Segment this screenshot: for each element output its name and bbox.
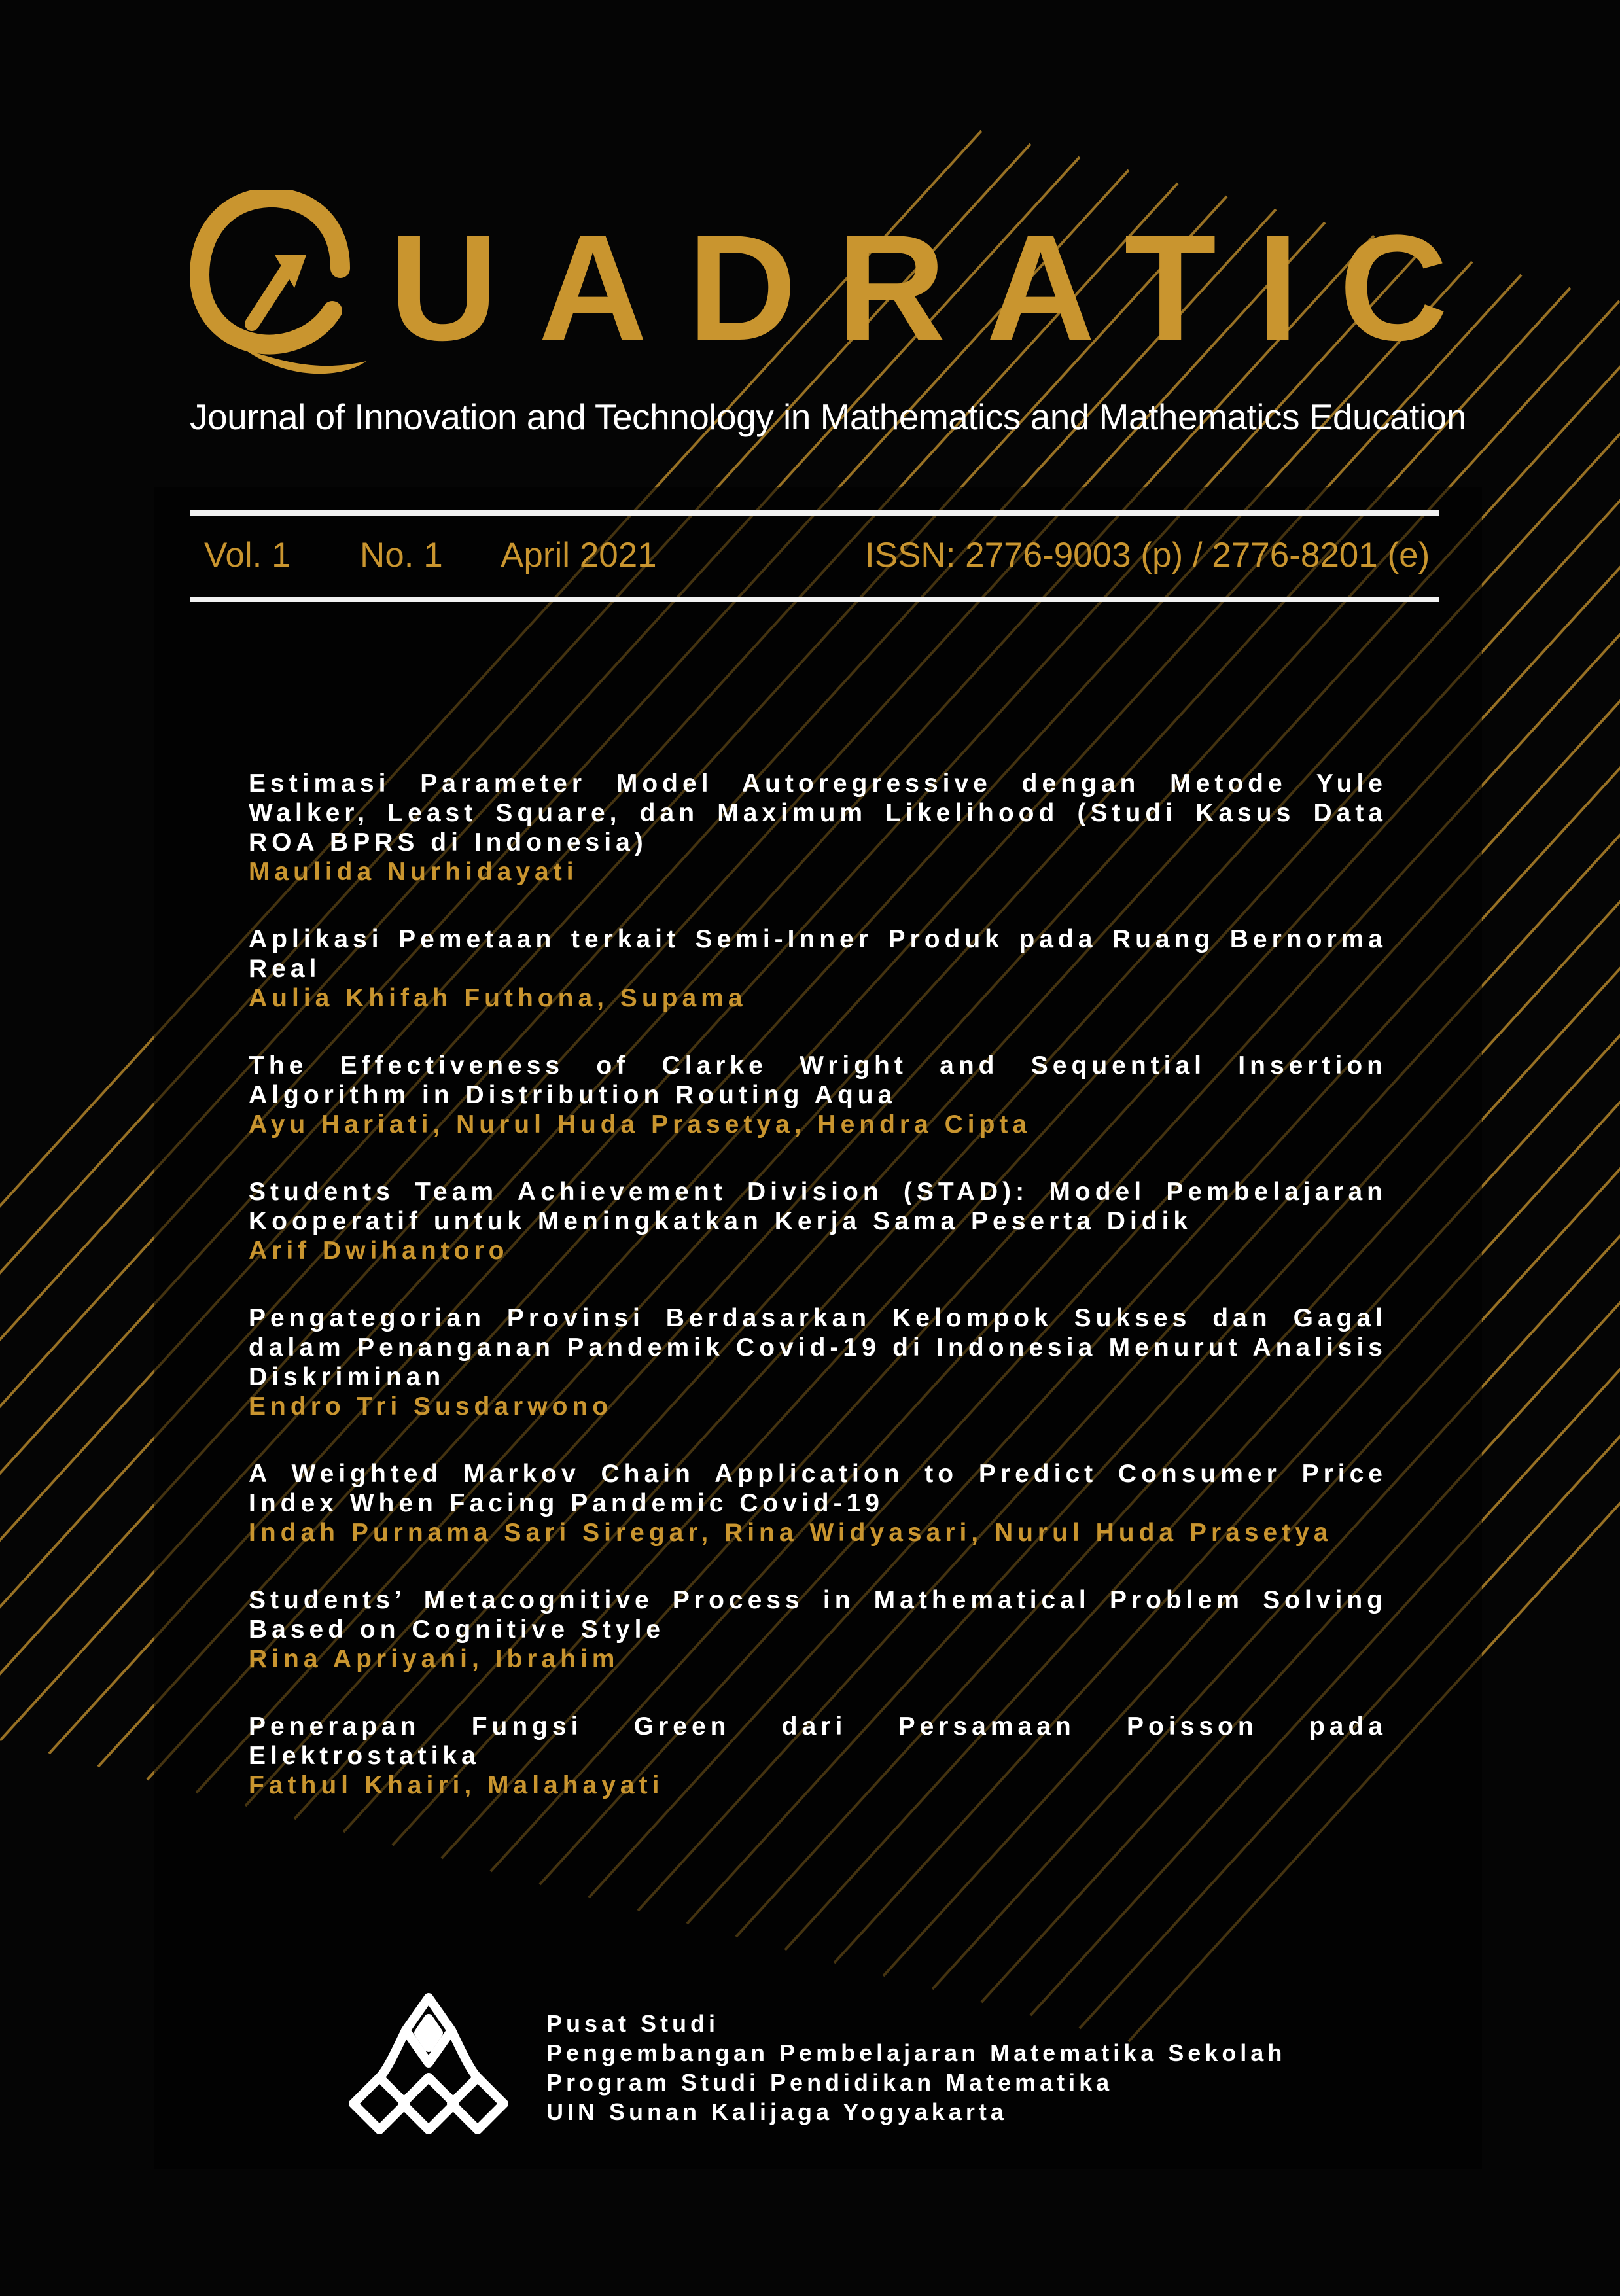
publisher-line: UIN Sunan Kalijaga Yogyakarta — [546, 2098, 1008, 2125]
article-authors: Arif Dwihantoro — [249, 1237, 509, 1265]
article-title: Aplikasi Pemetaan terkait Semi-Inner Produk pada Ruang Bernorma Real — [249, 925, 1387, 983]
list-item — [249, 1712, 1387, 1800]
article-title: Students’ Metacognitive Process in Mathematical Problem Solving Based on Cognitive Style — [249, 1586, 1387, 1644]
article-authors: Fathul Khairi, Malahayati — [249, 1771, 664, 1799]
article-title: Students Team Achievement Division (STAD): Model Pembelajaran Kooperatif untuk Meningkatkan Kerja Sama Peserta Didik — [249, 1178, 1387, 1235]
issue-date: April 2021 — [501, 536, 657, 574]
divider-bottom — [190, 597, 1439, 602]
list-item — [249, 1051, 1387, 1139]
article-title: A Weighted Markov Chain Application to Predict Consumer Price Index When Facing Pandemic Covid-19 — [249, 1460, 1387, 1517]
article-list — [249, 769, 1387, 1838]
publisher-line: Pusat Studi — [546, 2010, 720, 2037]
issue-volume: Vol. 1 — [204, 536, 291, 574]
article-authors: Ayu Hariati, Nurul Huda Prasetya, Hendra Cipta — [249, 1110, 1032, 1139]
article-authors: Rina Apriyani, Ibrahim — [249, 1645, 620, 1673]
list-item — [249, 769, 1387, 887]
list-item — [249, 1585, 1387, 1674]
article-title: Estimasi Parameter Model Autoregressive dengan Metode Yule Walker, Least Square, dan Maximum Likelihood (Studi Kasus Data ROA BPRS di Indonesia) — [249, 769, 1387, 857]
article-authors: Aulia Khifah Futhona, Supama — [249, 984, 747, 1012]
list-item — [249, 925, 1387, 1013]
article-authors: Indah Purnama Sari Siregar, Rina Widyasari, Nurul Huda Prasetya — [249, 1519, 1333, 1547]
article-title: Pengategorian Provinsi Berdasarkan Kelompok Sukses dan Gagal dalam Penanganan Pandemik Covid-19 di Indonesia Menurut Analisis Diskriminan — [249, 1304, 1387, 1391]
article-authors: Maulida Nurhidayati — [249, 858, 578, 886]
article-authors: Endro Tri Susdarwono — [249, 1392, 613, 1421]
q-arrow-logo-icon — [190, 190, 366, 380]
journal-masthead — [190, 190, 1488, 380]
publisher-line: Program Studi Pendidikan Matematika — [546, 2069, 1114, 2096]
issue-number: No. 1 — [360, 536, 443, 574]
list-item — [249, 1459, 1387, 1547]
journal-title: UADRATIC — [389, 203, 1488, 372]
divider-top — [190, 510, 1439, 516]
article-title: Penerapan Fungsi Green dari Persamaan Poisson pada Elektrostatika — [249, 1712, 1387, 1770]
issue-issn: ISSN: 2776-9003 (p) / 2776-8201 (e) — [865, 536, 1430, 574]
article-title: The Effectiveness of Clarke Wright and Sequential Insertion Algorithm in Distribution Routing Aqua — [249, 1051, 1387, 1109]
list-item — [249, 1177, 1387, 1265]
diamond-knot-emblem-icon — [340, 1992, 517, 2146]
list-item — [249, 1303, 1387, 1421]
publisher-line: Pengembangan Pembelajaran Matematika Sekolah — [546, 2040, 1286, 2066]
publisher-info — [546, 2009, 1286, 2127]
journal-subtitle: Journal of Innovation and Technology in Mathematics and Mathematics Education — [190, 397, 1466, 437]
